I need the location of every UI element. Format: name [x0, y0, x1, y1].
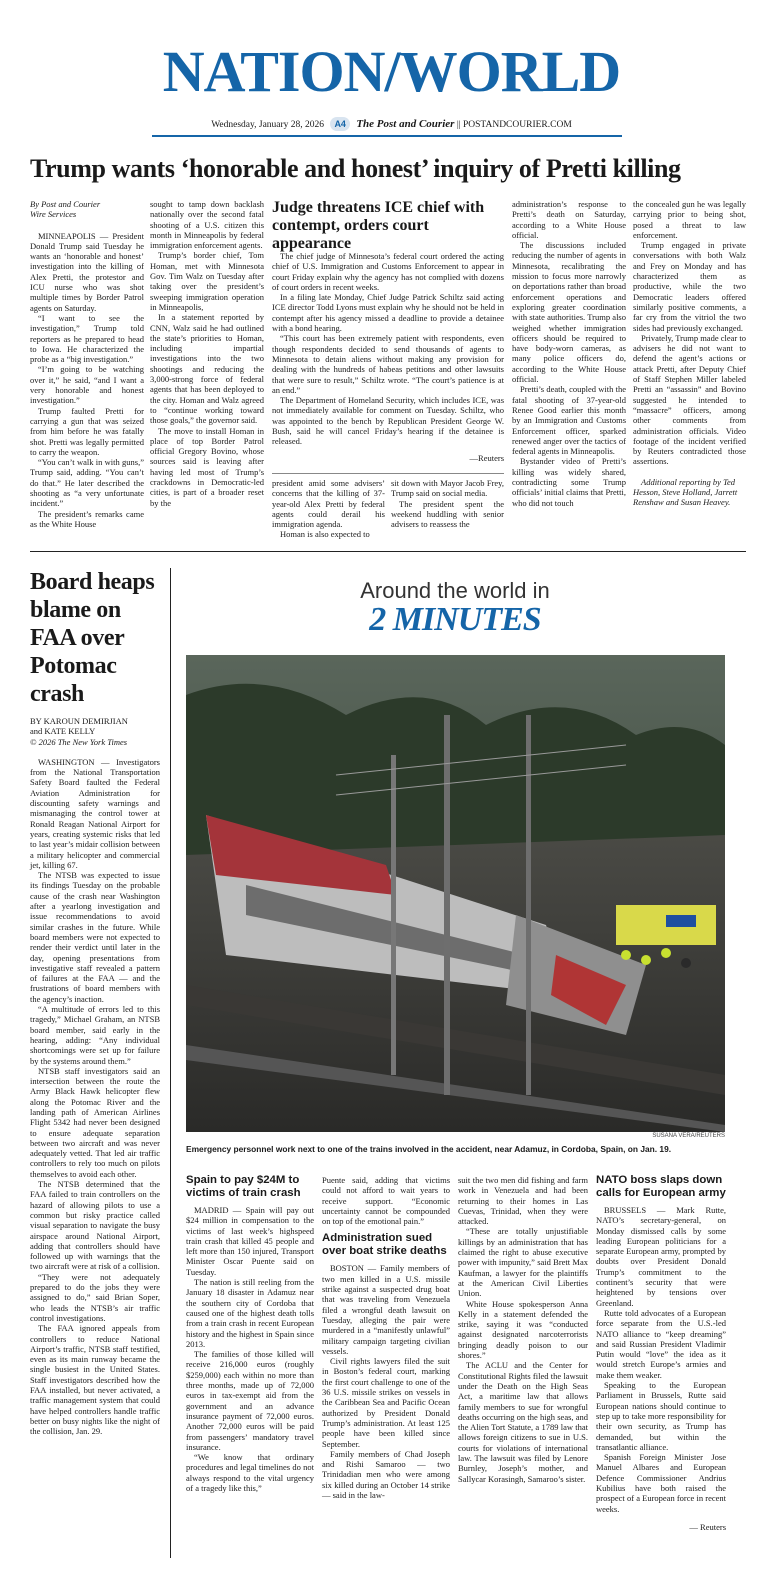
- pole: [526, 715, 531, 1095]
- paragraph: Trump faulted Pretti for carrying a gun that was seized from him before he was fatally shot. Pretti was legally permitted to carry the weapon.: [30, 405, 144, 457]
- spain-body-cont: [322, 1175, 450, 1226]
- main-col-2: [150, 199, 264, 508]
- dateline: [0, 117, 783, 132]
- paragraph: WASHINGTON — Investigators from the National Transportation Safety Board faulted the Federal Aviation Administration for discounting safety warnings and mismanaging the control tower at Ronald Reagan National Airport for years, creating systemic risks that led to last year’s midair collision between a military helicopter and commercial jet, killing 67.: [30, 756, 160, 870]
- world-title-top: Around the world in: [360, 578, 550, 603]
- paragraph: MADRID — Spain will pay out $24 million in compensation to the victims of last week’s highspeed train crash that killed 45 people and left more than 150 injured, Transport Minister Oscar Puente said on Tuesday.: [186, 1205, 314, 1277]
- brief-col-2: [322, 1175, 450, 1500]
- paragraph: The ACLU and the Center for Constitutional Rights filed the lawsuit under the Death on the High Seas Act, a maritime law that allows family members to sue for wrongful deaths occurring on the high seas, and the Alien Tort Statute, a 1789 law that allows foreign citizens to sue in U.S. courts for violations of international law. The lawsuit was filed by Lenore Burnley, Joseph’s mother, and Sallycar Korasingh, Samaroo’s sister.: [458, 1360, 588, 1484]
- section-masthead: NATION/WORLD: [162, 39, 621, 104]
- paragraph: suit the two men did fishing and farm work in Venezuela and had been returning to their homes in Las Cuevas, Trinidad, when they were attacked.: [458, 1175, 588, 1227]
- paragraph: The nation is still reeling from the January 18 disaster in Adamuz near the southern city of Cordoba that caused one of the highest death tolls from a train crash in recent European history and the highest in Spain since 2013.: [186, 1277, 314, 1349]
- spain-brief: [186, 1174, 314, 1493]
- faa-headline: Board heaps blame on FAA over Potomac crash: [30, 569, 155, 707]
- paragraph: Pretti’s death, coupled with the fatal shooting of 37-year-old Renee Good earlier this month by an Immigration and Customs Enforcement officer, sparked renewed anger over the tactics of federal agents in Minneapolis.: [512, 384, 626, 457]
- ice-story-body: [272, 251, 504, 463]
- paragraph: administration’s response to Pretti’s death on Saturday, according to a White House official.: [512, 199, 626, 240]
- pole: [444, 715, 450, 1095]
- boat-body-cont: [458, 1175, 588, 1484]
- paragraph: sit down with Mayor Jacob Frey, Trump said on social media.: [391, 478, 504, 499]
- main-col-4: [391, 478, 504, 529]
- main-headline: Trump wants ‘honorable and honest’ inquiry of Pretti killing: [30, 154, 681, 183]
- paragraph: president amid some advisers’ concerns that the killing of 37-year-old Alex Pretti by federal agents could derail his immigration agenda.: [272, 478, 385, 530]
- paragraph: “You can’t walk in with guns,” Trump said, adding. “You can’t do that.” He later described the shooting as “a very unfortunate incident.”: [30, 457, 144, 509]
- paragraph: In a statement reported by CNN, Walz said he had outlined the state’s priorities to Homan, including impartial investigations into the two shootings and reducing the 3,000-strong force of federal agents that has been deployed to the city. Homan and Walz agreed to “continue working toward those goals,” the governor said.: [150, 312, 264, 426]
- main-col-5: [512, 199, 626, 508]
- paragraph: “This court has been extremely patient with respondents, even though respondents decided to send thousands of agents to Minnesota to detain aliens without making any provision for dealing with the hundreds of habeas petitions and other lawsuits that were sure to result,” Schiltz wrote. “The court’s patience is at an end.”: [272, 333, 504, 395]
- paragraph: “I want to see the investigation,” Trump told reporters as he prepared to head to Iowa. He characterized the probe as a “big investigation.”: [30, 312, 144, 365]
- ice-headline: Judge threatens ICE chief with contempt, orders court appearance: [272, 199, 485, 252]
- world-title-bottom: 2 MINUTES: [369, 601, 541, 638]
- boat-body: [322, 1263, 450, 1500]
- masthead-rule: [152, 135, 622, 137]
- paragraph: White House spokesperson Anna Kelly in a statement defended the strike, saying it was “conducted against designated narcoterrorists bringing deadly poison to our shores.”: [458, 1298, 588, 1361]
- boat-headline: Administration sued over boat strike deaths: [322, 1232, 447, 1258]
- paragraph: The NTSB was expected to issue its findings Tuesday on the probable cause of the crash near Washington after a yearlong investigation and issue recommendations to avoid similar crashes in the future. While board members were not expected to render their verdict until later in the day, opening presentations from investigative staff revealed a pattern of failures at the FAA — and the frustrations of board members with the agency’s inaction.: [30, 870, 160, 1004]
- paragraph: The families of those killed will receive 216,000 euros (roughly $259,000) each within no more than three months, made up of 72,000 euros in tax-exempt aid from the government and an advance insurance payment of 72,000 euros. Another 72,000 euros will be paid from passengers’ mandatory travel insurance.: [186, 1349, 314, 1452]
- inset-divider: [272, 473, 504, 474]
- paragraph: the concealed gun he was legally carrying prior to being shot, posed a threat to law enforcement.: [633, 199, 746, 240]
- byline: By Post and Courier: [30, 199, 101, 209]
- paragraph: sought to tamp down backlash nationally over the second fatal shooting of a U.S. citizen this month in Minneapolis by federal immigration enforcement agents.: [150, 199, 264, 251]
- spain-body: [186, 1205, 314, 1493]
- section-divider: [30, 551, 746, 552]
- paragraph: NTSB staff investigators said an intersection between the route the Army Black Hawk helicopter flew along the Potomac River and the landing path of American Airlines Flight 5342 had never been designed to ensure adequate separation between two aircraft and was never adequately vetted. That led air traffic controllers to rely too much on pilots themselves to avoid each other.: [30, 1065, 160, 1179]
- paragraph: Puente said, adding that victims could not afford to wait years to receive support. “Economic uncertainty cannot be compounded on top of the emotional pain.”: [322, 1175, 450, 1227]
- date: Wednesday, January 28, 2026: [211, 120, 325, 130]
- byline: BY KAROUN DEMIRJIAN: [30, 716, 128, 726]
- spain-headline: Spain to pay $24M to victims of train crash: [186, 1174, 301, 1199]
- ice-credit: —Reuters: [469, 452, 504, 463]
- paragraph: Privately, Trump made clear to advisers he did not want to defend the agent’s actions or attack Pretti, after Deputy Chief of Staff Stephen Miller labeled Pretti an “assassin” and Bovino suggested he intended to “massacre” officers, among other comments from administration officials. Video footage of the incident verified by Reuters contradicted those assertions.: [633, 332, 746, 467]
- paragraph: Trump’s border chief, Tom Homan, met with Minnesota Gov. Tim Walz on Tuesday after taking over the president’s sweeping immigration operation in Minneapolis,: [150, 250, 264, 312]
- paragraph: MINNEAPOLIS — President Donald Trump said Tuesday he wants an ‘honorable and honest’ investigation into the killing of Alex Pretti, the protestor and ICU nurse who was shot multiple times by Border Patrol agents on Saturday.: [30, 230, 144, 313]
- paragraph: “We know that ordinary procedures and legal timelines do not always respond to the vital urgency of a tragedy like this,”: [186, 1452, 314, 1494]
- page-number: A4: [330, 117, 350, 131]
- paragraph: The FAA ignored appeals from controllers to reduce National Airport’s traffic, NTSB staff testified, even as its main runway became the single busiest in the United States. Staff investigators described how the FAA installed, but never activated, a traffic management system that could have helped controllers handle traffic better on busy nights like the night of the collision, Jan. 29.: [30, 1323, 160, 1437]
- nato-headline: NATO boss slaps down calls for European army: [596, 1174, 726, 1199]
- paragraph: Spanish Foreign Minister Jose Manuel Albares and European Defence Commissioner Andrius Kubilius have both raised the prospect of a European force in recent weeks.: [596, 1452, 726, 1514]
- train-crash-photo: [186, 655, 725, 1132]
- paragraph: Family members of Chad Joseph and Rishi Samaroo — two Trinidadian men who were among six killed during an October 14 strike — said in the law-: [322, 1448, 450, 1501]
- paragraph: The NTSB determined that the FAA failed to train controllers on the hazard of allowing pilots to use a common but risky practice called visual separation to navigate the busy airspace around National Airport, adding that controllers should have followed up with warnings that the two aircraft were at risk of a collision.: [30, 1179, 160, 1272]
- paragraph: Bystander video of Pretti’s killing was widely shared, contradicting some Trump officials’ initial claims that Pretti, who did not touch: [512, 456, 626, 508]
- paragraph: “They were not adequately prepared to do the jobs they were assigned to do,” said Brian Soper, who leads the NTSB’s air traffic control investigations.: [30, 1271, 160, 1323]
- paragraph: The discussions included reducing the number of agents in Minnesota, recalibrating the mission to focus more narrowly on deportations rather than broad enforcement operations and exploring greater coordination with state authorities. Trump also weighed whether immigration officers should be required to have body-worn cameras, as many police officers do, according to the White House official.: [512, 240, 626, 385]
- paragraph: The president spent the weekend huddling with senior advisers to reassess the: [391, 498, 504, 530]
- separator: ||: [456, 120, 461, 130]
- paper-name: The Post and Courier: [356, 118, 455, 130]
- main-col-1: [30, 199, 144, 529]
- main-col-6: [633, 199, 746, 508]
- paragraph: In a filing late Monday, Chief Judge Patrick Schiltz said acting ICE director Todd Lyons must explain why he should not be held in contempt after his agency missed a deadline to provide a detainee with a bond hearing.: [272, 292, 504, 334]
- paragraph: “These are totally unjustifiable killings by an administration that has claimed the right to abuse executive power with impunity,” said Brett Max Kaufman, a lawyer for the plaintiffs at the American Civil Liberties Union.: [458, 1226, 588, 1299]
- nato-body: [596, 1205, 726, 1532]
- paragraph: BRUSSELS — Mark Rutte, NATO’s secretary-general, on Monday dismissed calls by some leading European politicians for a separate European army, prompted by doubts over President Donald Trump’s commitment to the continent’s security that were heightened by tensions over Greenland.: [596, 1205, 726, 1308]
- paragraph: The move to install Homan in place of top Border Patrol official Gregory Bovino, whose sources said is leaving after having led most of Trump’s crackdowns in Democratic-led cities, is part of a broader reset by the: [150, 425, 264, 508]
- faa-story-body: [30, 716, 160, 1436]
- photo-credit: SUSANA VERA/REUTERS: [652, 1133, 725, 1139]
- photo-caption: Emergency personnel work next to one of the trains involved in the accident, near Adamuz, in Cordoba, Spain, on Jan. 19.: [186, 1144, 672, 1154]
- paragraph: The Department of Homeland Security, which includes ICE, was not immediately available for comment on Tuesday. Schiltz, who was appointed to the bench by Republican President George W. Bush, said he will cancel Friday’s hearing if the detainee is released.: [272, 395, 504, 447]
- paragraph: “A multitude of errors led to this tragedy,” Michael Graham, an NTSB board member, said early in the hearing, adding: “Any individual shortcomings were set up for failure by the systems around them.”: [30, 1004, 160, 1066]
- paragraph: Trump engaged in private conversations with both Walz and Frey on Monday and has characterized them as productive, while the two Democratic leaders offered similarly positive comments, a far cry from the vitriol the two sides had previously exchanged.: [633, 240, 746, 333]
- column-divider: [170, 568, 171, 1558]
- paragraph: BOSTON — Family members of two men killed in a U.S. missile strike against a suspected drug boat that was traveling from Venezuela filed a wrongful death lawsuit on Tuesday, alleging the pair were murdered in a “manifestly unlawful” military campaign targeting civilian vessels.: [322, 1263, 450, 1356]
- pole: [391, 755, 396, 1075]
- paragraph: The chief judge of Minnesota’s federal court ordered the acting chief of U.S. Immigration and Customs Enforcement to appear in court Friday explain why the agency has not complied with dozens of court orders in recent weeks.: [272, 251, 504, 292]
- byline-source: Wire Services: [30, 209, 77, 220]
- paragraph: Speaking to the European Parliament in Brussels, Rutte said European nations should continue to step up to take more responsibility for their own security, as Trump has demanded, but within the transatlantic alliance.: [596, 1380, 726, 1452]
- nato-brief: [596, 1174, 726, 1532]
- additional-reporting: Additional reporting by Ted Hesson, Steve Holland, Jarrett Renshaw and Susan Heavey.: [633, 476, 738, 508]
- byline: and KATE KELLY: [30, 726, 96, 737]
- site-url[interactable]: POSTANDCOURIER.COM: [463, 120, 572, 130]
- copyright: © 2026 The New York Times: [30, 736, 128, 747]
- paragraph: “I’m going to be watching over it,” he said, “and I want a very honorable and honest investigation.”: [30, 364, 144, 406]
- paragraph: Civil rights lawyers filed the suit in Boston’s federal court, marking the first court challenge to one of the 36 U.S. missile strikes on vessels in the Caribbean Sea and Pacific Ocean authorized by President Donald Trump’s administration. At least 125 people have been killed since September.: [322, 1356, 450, 1449]
- paragraph: Homan is also expected to: [280, 529, 370, 540]
- paragraph: The president’s remarks came as the White House: [30, 508, 144, 529]
- train-crash-photo-illustration: [186, 655, 725, 1132]
- paragraph: Rutte told advocates of a European force separate from the U.S.-led NATO alliance to “keep dreaming” and said Russian President Vladimir Putin would “love” the idea as it would stretch Europe’s armies and make them weaker.: [596, 1307, 726, 1380]
- nato-credit: — Reuters: [689, 1521, 726, 1532]
- main-col-3: [272, 478, 385, 540]
